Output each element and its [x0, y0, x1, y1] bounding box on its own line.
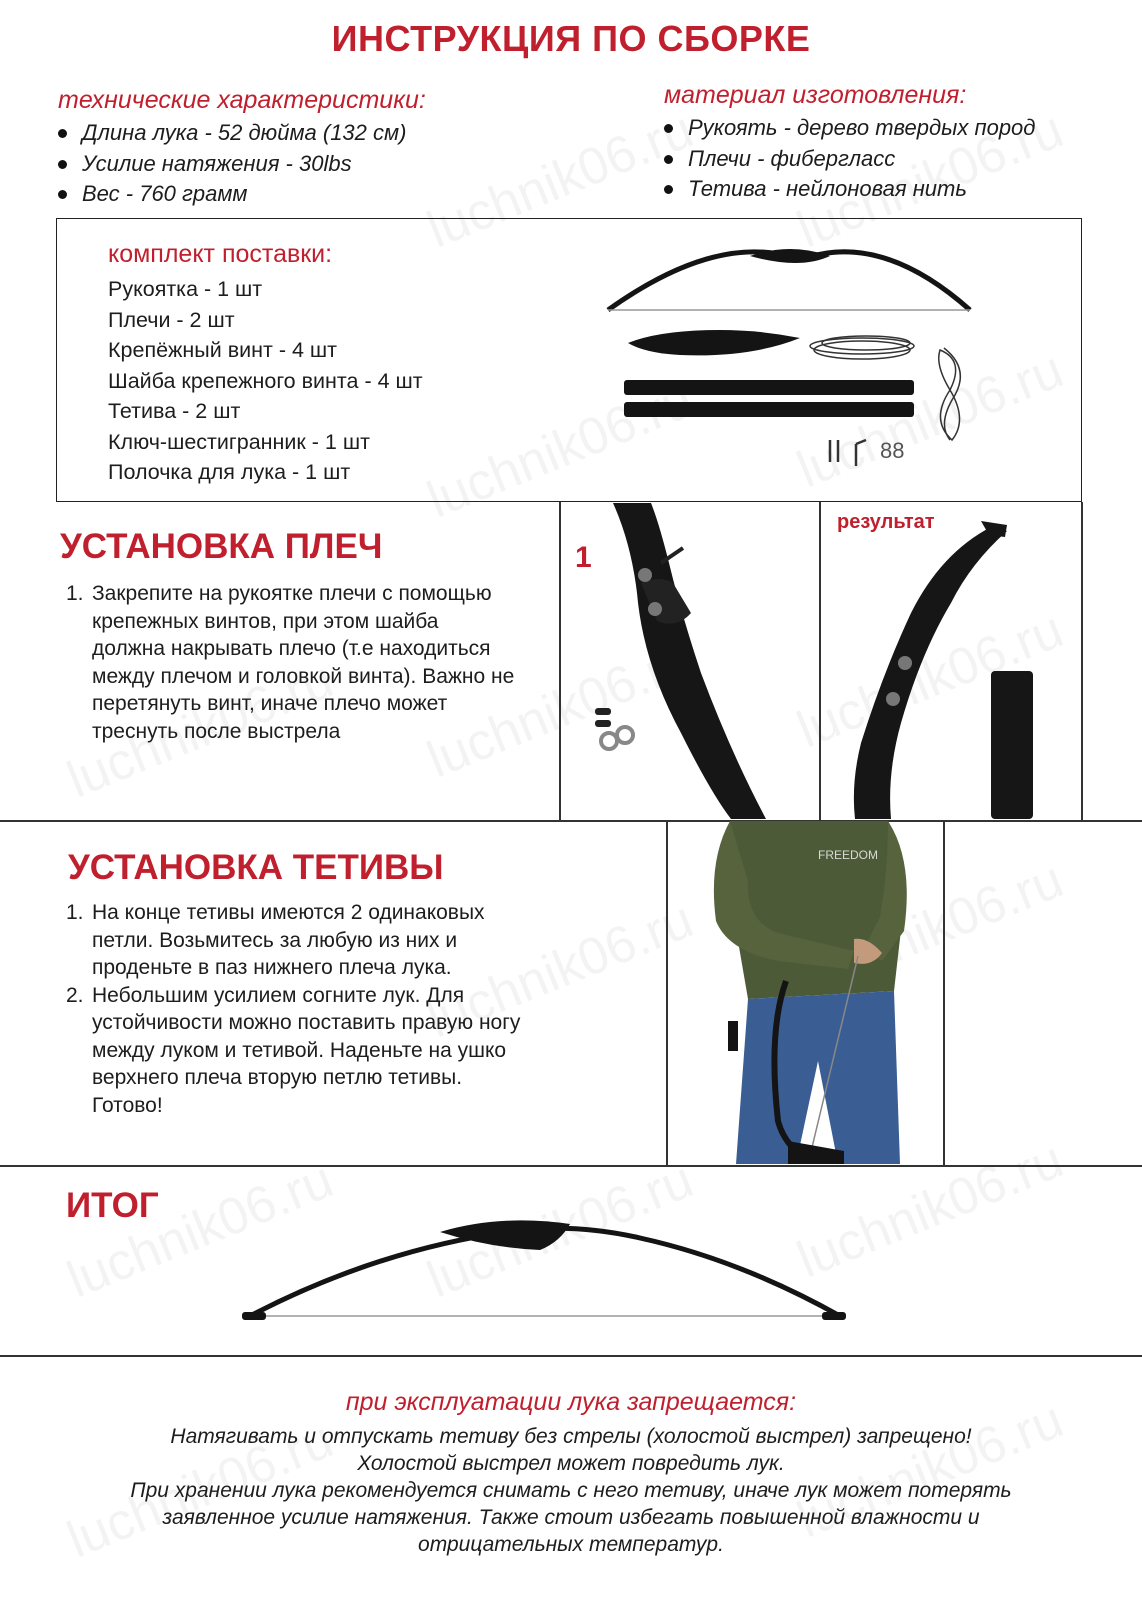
- warning-line: отрицательных температур.: [418, 1533, 724, 1556]
- kit-parts-image: [600, 240, 990, 480]
- screws-washers-icon: [595, 708, 633, 749]
- step-text: Небольшим усилием согните лук. Для устойчивости можно поставить правую ногу между луком и тетивой. Наденьте на ушко верхнего плеча вторую петлю тетивы. Готово!: [92, 983, 521, 1117]
- step-text: На конце тетивы имеются 2 одинаковых петли. Возьмитесь за любую из них и проденьте в паз нижнего плеча лука.: [92, 901, 485, 979]
- photo-frame: [943, 820, 945, 1165]
- strung-bow-icon: [608, 249, 970, 310]
- warning-line: Холостой выстрел может повредить лук.: [357, 1452, 785, 1475]
- step-item: [66, 982, 536, 1120]
- step-text: Закрепите на рукоятке плечи с помощью крепежных винтов, при этом шайба должна накрывать плечо (т.е находиться между плечом и головкой винта). Важно не перетянуть винт, иначе плечо может треснуть после выстрела: [92, 582, 515, 743]
- photo-frame: [1081, 502, 1083, 820]
- limb-icon: [991, 671, 1033, 819]
- photo-step-number: 1: [575, 541, 592, 574]
- assembled-bow-image: [240, 1208, 850, 1338]
- kit-heading: комплект поставки:: [108, 240, 333, 268]
- step-number: 1.: [66, 901, 84, 924]
- material-item: Плечи - фибергласс: [662, 144, 1035, 175]
- string-steps: [66, 899, 536, 1119]
- string-heading: УСТАНОВКА ТЕТИВЫ: [68, 848, 444, 887]
- kit-item: Крепёжный винт - 4 шт: [108, 338, 338, 362]
- kit-item: Плечи - 2 шт: [108, 307, 235, 332]
- riser-icon: [628, 330, 800, 355]
- page-title: ИНСТРУКЦИЯ ПО СБОРКЕ: [331, 18, 811, 59]
- stringing-photo: [668, 821, 942, 1164]
- section-divider: [0, 1165, 1142, 1167]
- limb-icon: [624, 402, 914, 417]
- kit-list: [108, 274, 423, 488]
- spec-item: Усилие натяжения - 30lbs: [56, 149, 406, 180]
- kit-item: Шайба крепежного винта - 4 шт: [108, 368, 423, 393]
- step-number: 2.: [66, 983, 84, 1007]
- material-list: [662, 113, 1035, 205]
- step-number: 1.: [66, 582, 84, 605]
- material-heading: материал изготовления:: [664, 81, 967, 109]
- result-heading: ИТОГ: [66, 1186, 159, 1225]
- section-divider: [0, 820, 1142, 822]
- specs-list: [56, 118, 406, 210]
- step-item: [66, 580, 516, 745]
- warning-heading: при эксплуатации лука запрещается:: [345, 1388, 797, 1416]
- limb-icon: [624, 380, 914, 395]
- kit-item: Тетива - 2 шт: [108, 399, 241, 423]
- specs-heading: технические характеристики:: [58, 86, 426, 114]
- screws-icon: [830, 440, 866, 466]
- washers-icon: 88: [880, 438, 905, 463]
- warning-line: Натягивать и отпускать тетиву без стрелы (холостой выстрел) запрещено!: [170, 1425, 972, 1448]
- limb-mounting-photo: [561, 503, 818, 819]
- kit-item: Рукоятка - 1 шт: [108, 277, 263, 301]
- kit-item: Полочка для лука - 1 шт: [108, 460, 351, 484]
- material-item: Рукоять - дерево твердых пород: [662, 113, 1035, 144]
- warning-line: При хранении лука рекомендуется снимать с него тетиву, иначе лук может потерять: [130, 1479, 1012, 1502]
- material-item: Тетива - нейлоновая нить: [662, 174, 1035, 205]
- shirt-logo: FREEDOM: [818, 848, 878, 862]
- result-label: результат: [837, 511, 935, 533]
- limb-result-photo: [821, 503, 1080, 819]
- string-coil-icon: [810, 336, 914, 359]
- step-item: [66, 899, 536, 982]
- string-coil-icon: [939, 348, 961, 440]
- limbs-heading: УСТАНОВКА ПЛЕЧ: [60, 527, 383, 566]
- kit-item: Ключ-шестигранник - 1 шт: [108, 429, 370, 454]
- limbs-steps: [66, 580, 516, 745]
- warning-line: заявленное усилие натяжения. Также стоит избегать повышенной влажности и: [162, 1506, 980, 1529]
- spec-item: Длина лука - 52 дюйма (132 см): [56, 118, 406, 149]
- spec-item: Вес - 760 грамм: [56, 179, 406, 210]
- section-divider: [0, 1355, 1142, 1357]
- warning-text: [60, 1423, 1082, 1558]
